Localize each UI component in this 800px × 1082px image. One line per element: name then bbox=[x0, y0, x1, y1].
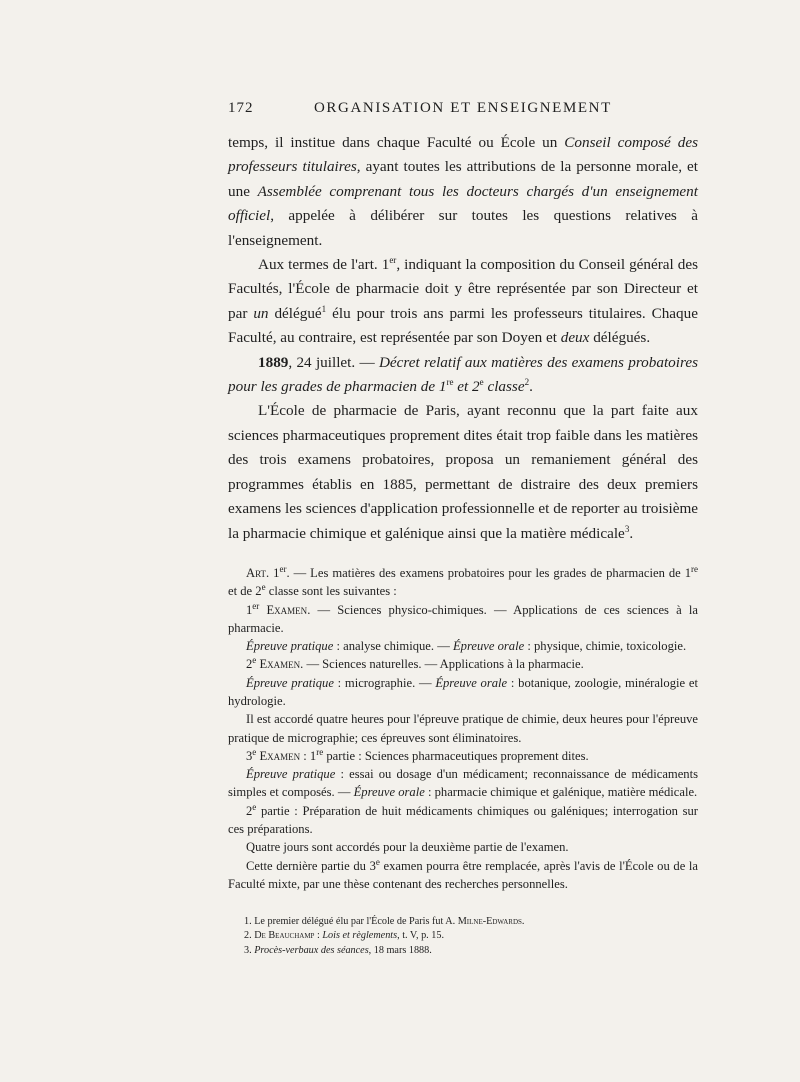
text-run: 3 bbox=[246, 748, 253, 763]
footnote-ref: 1 bbox=[321, 303, 327, 314]
text-run: Cette dernière partie du 3 bbox=[246, 858, 376, 873]
text-run: : pharmacie chimique et galénique, matière médicale. bbox=[424, 785, 698, 800]
footnote bbox=[228, 944, 698, 958]
decree-line bbox=[228, 601, 698, 638]
paragraph bbox=[228, 351, 698, 400]
italic-run: Épreuve pratique bbox=[246, 639, 334, 654]
text-run: délégué bbox=[268, 304, 322, 322]
italic-run: Épreuve orale bbox=[435, 675, 508, 690]
italic-run: Épreuve orale bbox=[353, 785, 425, 800]
text-run: : analyse chimique. — bbox=[333, 639, 453, 654]
text-run: 1 bbox=[246, 602, 253, 617]
text-run: 2 bbox=[246, 803, 253, 818]
italic-run: Épreuve orale bbox=[452, 639, 525, 654]
text-run: L'École de pharmacie de Paris, ayant reconnu que la part faite aux sciences pharmaceutiques proprement dites était trop faible dans les matières des trois examens probatoires, proposa un remaniement général des programmes établis en 1885, permettant de distraire des deux premiers examens les sciences d'application professionnelle et de reporter au troisième la pharmacie chimique et galénique ainsi que la matière médicale bbox=[228, 402, 698, 542]
footnote bbox=[228, 915, 698, 929]
text-run: , appelée à délibérer sur toutes les questions relatives à l'enseignement. bbox=[228, 207, 698, 249]
superscript: e bbox=[252, 655, 257, 666]
text-run: partie : Sciences pharmaceutiques proprement dites. bbox=[323, 748, 589, 763]
text-run: examen pourra être remplacée, après l'avis de l'École ou de la Faculté mixte, par une thèse contenant des recherches personnelles. bbox=[228, 858, 698, 891]
paragraph bbox=[228, 253, 698, 351]
text-run: : 1 bbox=[300, 748, 317, 763]
text-run: , 18 mars 1888. bbox=[368, 944, 432, 956]
text-run: 3. bbox=[244, 944, 255, 956]
text-run: . bbox=[521, 916, 525, 928]
superscript: e bbox=[479, 377, 484, 387]
superscript: e bbox=[261, 582, 266, 593]
text-run: Examen bbox=[256, 657, 301, 672]
italic-run: Procès-verbaux des séances bbox=[254, 944, 369, 956]
italic-run: Conseil composé des professeurs titulaires bbox=[228, 134, 698, 176]
text-run: , ayant toutes les attributions de la personne morale, et une bbox=[228, 158, 698, 200]
decree-line bbox=[228, 637, 698, 655]
superscript: er bbox=[252, 600, 260, 611]
text-run: 2. De Beauchamp bbox=[244, 930, 315, 942]
italic-run: un bbox=[253, 304, 269, 322]
text-run: : botanique, zoologie, minéralogie et hydrologie. bbox=[228, 675, 698, 708]
text-run: Art. 1 bbox=[246, 565, 280, 580]
text-run: Examen bbox=[259, 602, 308, 617]
footnotes bbox=[228, 915, 698, 958]
superscript: e bbox=[375, 856, 380, 867]
decree-article bbox=[228, 564, 698, 601]
text-run: . — Sciences naturelles. — Applications à la pharmacie. bbox=[300, 657, 584, 672]
text-run: , 24 juillet. — bbox=[288, 353, 379, 371]
text-run: . bbox=[529, 378, 533, 396]
running-header bbox=[228, 100, 698, 124]
footnote-ref: 2 bbox=[524, 377, 530, 387]
text-run: : essai ou dosage d'un médicament; reconnaissance de médicaments simples et composés. — bbox=[228, 767, 698, 800]
text-run: délégués. bbox=[589, 329, 651, 347]
page-number: 172 bbox=[228, 100, 254, 116]
text-run: classe sont les suivantes : bbox=[265, 584, 397, 599]
decree-line: Quatre jours sont accordés pour la deuxième partie de l'examen. bbox=[246, 840, 569, 855]
text-run: Examen bbox=[256, 748, 301, 763]
decree-line bbox=[228, 747, 698, 765]
italic-run: Épreuve pratique bbox=[246, 767, 336, 782]
text-run: et de 2 bbox=[228, 584, 262, 599]
italic-run: Assemblée comprenant tous les docteurs chargés d'un enseignement officiel bbox=[228, 182, 698, 225]
text-run: temps, il institue dans chaque Faculté ou École un bbox=[228, 134, 565, 151]
superscript: re bbox=[316, 746, 324, 757]
decree-line bbox=[228, 802, 698, 839]
italic-run: classe bbox=[483, 378, 525, 396]
decree-line bbox=[228, 674, 698, 711]
paragraph bbox=[228, 131, 698, 253]
superscript: e bbox=[252, 746, 257, 757]
decree-line bbox=[228, 655, 698, 673]
decree-line: Il est accordé quatre heures pour l'épreuve pratique de chimie, deux heures pour l'épreuve pratique de micrographie; ces épreuves sont éliminatoires. bbox=[228, 712, 698, 745]
text-run: 2 bbox=[246, 657, 253, 672]
paragraph bbox=[228, 399, 698, 545]
year-bold: 1889 bbox=[258, 353, 289, 371]
italic-run: Lois et règlements bbox=[322, 930, 398, 942]
superscript: re bbox=[446, 377, 454, 387]
text-run: . — Sciences physico-chimiques. — Applications de ces sciences à la pharmacie. bbox=[228, 602, 699, 635]
text-run: : physique, chimie, toxicologie. bbox=[524, 639, 687, 654]
italic-run: et 2 bbox=[453, 378, 480, 396]
footnote bbox=[228, 929, 698, 943]
main-text bbox=[228, 131, 698, 546]
text-run: élu pour trois ans parmi les professeurs titulaires. Chaque Faculté, au contraire, est représentée par son Doyen et bbox=[228, 304, 698, 347]
superscript: er bbox=[389, 254, 397, 265]
superscript: er bbox=[279, 563, 287, 574]
text-run: 1. Le premier délégué élu par l'École de Paris fut A. bbox=[244, 916, 458, 928]
decree-line bbox=[228, 857, 698, 894]
footnote-ref: 3 bbox=[624, 523, 630, 534]
decree-text bbox=[228, 564, 698, 893]
superscript: re bbox=[691, 563, 698, 574]
text-run: , indiquant la composition du Conseil général des Facultés, l'École de pharmacie doit y être représentée par son Directeur et par bbox=[228, 256, 698, 322]
text-run: Aux termes de l'art. 1 bbox=[258, 256, 390, 274]
superscript: e bbox=[252, 801, 257, 812]
text-run: Milne-Edwards bbox=[457, 916, 522, 928]
text-run: . bbox=[629, 524, 634, 542]
italic-run: Décret relatif aux matières des examens probatoires pour les grades de pharmacien de 1 bbox=[228, 353, 698, 396]
text-run: : bbox=[314, 930, 323, 942]
text-run: : micrographie. — bbox=[333, 675, 436, 690]
italic-run: deux bbox=[560, 329, 590, 347]
text-run: , t. V, p. 15. bbox=[397, 930, 444, 942]
decree-line bbox=[228, 765, 698, 802]
text-run: partie : Préparation de huit médicaments chimiques ou galéniques; interrogation sur ces préparations. bbox=[228, 803, 698, 837]
page bbox=[228, 100, 698, 958]
text-run: . — Les matières des examens probatoires pour les grades de pharmacien de 1 bbox=[286, 565, 691, 580]
running-title: ORGANISATION ET ENSEIGNEMENT bbox=[314, 100, 612, 116]
italic-run: Épreuve pratique bbox=[246, 675, 334, 690]
